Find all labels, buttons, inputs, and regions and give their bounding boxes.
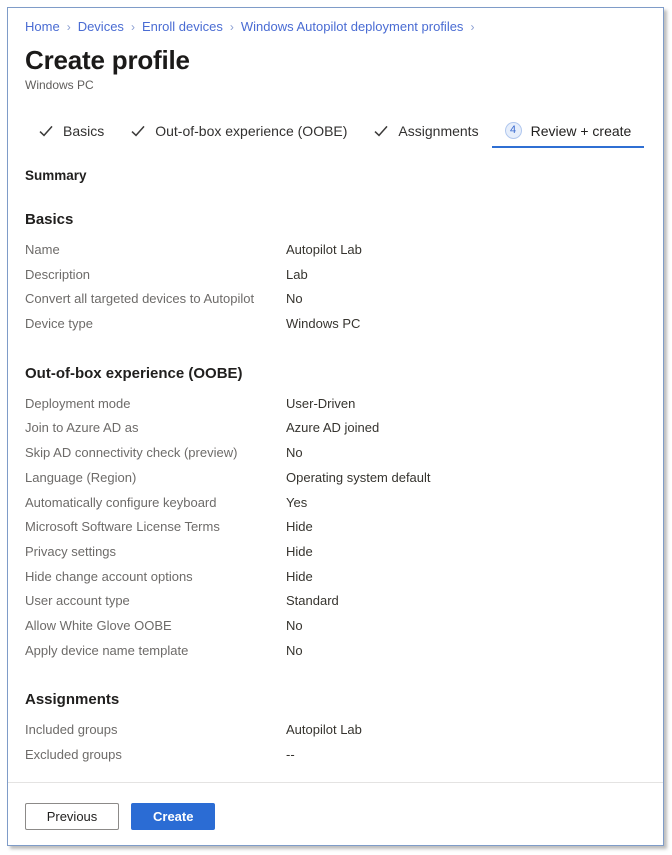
tab-oobe[interactable] — [117, 123, 360, 148]
breadcrumb-enroll-devices[interactable]: Enroll devices — [141, 19, 223, 34]
summary-row — [25, 743, 646, 768]
summary-row — [25, 565, 646, 590]
row-value: No — [286, 291, 303, 307]
row-value: Hide — [286, 543, 313, 559]
tab-label: Basics — [63, 123, 105, 139]
row-label: Privacy settings — [25, 543, 117, 559]
section-oobe — [25, 364, 646, 664]
summary-row — [25, 491, 646, 516]
summary-row — [25, 466, 646, 491]
row-label: Name — [25, 242, 60, 257]
footer-actions — [25, 783, 646, 830]
breadcrumb — [25, 19, 646, 35]
breadcrumb-autopilot-profiles[interactable]: Windows Autopilot deployment profiles — [240, 19, 464, 34]
row-value: Hide — [286, 519, 313, 535]
summary-row — [25, 392, 646, 417]
create-button[interactable]: Create — [131, 803, 215, 830]
summary-row — [25, 312, 646, 337]
row-value: Lab — [286, 266, 308, 282]
row-value: Autopilot Lab — [286, 722, 362, 738]
breadcrumb-separator: › — [66, 20, 71, 34]
summary-row — [25, 416, 646, 441]
row-value: No — [286, 617, 303, 633]
tab-label: Review + create — [530, 122, 632, 139]
summary-row — [25, 287, 646, 312]
section-heading: Basics — [25, 211, 74, 228]
tab-basics[interactable] — [25, 123, 117, 148]
page-subtitle: Windows PC — [25, 78, 94, 92]
row-value: Windows PC — [286, 316, 361, 332]
breadcrumb-separator: › — [229, 20, 234, 34]
row-label: Skip AD connectivity check (preview) — [25, 445, 238, 461]
row-value: No — [286, 642, 303, 658]
section-basics — [25, 210, 646, 337]
row-value: Hide — [286, 568, 313, 584]
row-label: Device type — [25, 316, 93, 332]
row-value: No — [286, 445, 303, 461]
checkmark-icon — [38, 123, 54, 139]
summary-row — [25, 238, 646, 263]
row-value: Autopilot Lab — [286, 242, 362, 257]
row-value: Operating system default — [286, 469, 431, 485]
summary-row — [25, 718, 646, 743]
row-label: Microsoft Software License Terms — [25, 519, 220, 535]
summary-row — [25, 589, 646, 614]
row-label: Included groups — [25, 722, 118, 738]
section-heading: Assignments — [25, 691, 120, 709]
summary-row — [25, 441, 646, 466]
row-value: User-Driven — [286, 395, 356, 411]
previous-button[interactable]: Previous — [25, 803, 119, 830]
checkmark-icon — [373, 123, 389, 139]
page-title: Create profile — [25, 45, 190, 75]
breadcrumb-separator: › — [130, 20, 135, 34]
row-label: Excluded groups — [25, 747, 122, 762]
section-heading: Out-of-box experience (OOBE) — [25, 364, 243, 382]
row-label: User account type — [25, 593, 130, 609]
row-label: Automatically configure keyboard — [25, 494, 217, 510]
summary-heading: Summary — [25, 168, 87, 183]
section-assignments — [25, 690, 646, 767]
summary-row — [25, 263, 646, 288]
wizard-tabs — [25, 122, 646, 148]
tab-label: Out-of-box experience (OOBE) — [155, 123, 348, 139]
create-profile-panel — [7, 7, 664, 846]
breadcrumb-home[interactable]: Home — [25, 19, 60, 34]
tab-label: Assignments — [398, 123, 479, 139]
summary-row — [25, 540, 646, 565]
row-label: Allow White Glove OOBE — [25, 617, 172, 633]
summary-row — [25, 515, 646, 540]
step-number-badge: 4 — [505, 122, 522, 139]
row-label: Description — [25, 266, 91, 282]
row-label: Convert all targeted devices to Autopilot — [25, 291, 255, 307]
checkmark-icon — [130, 123, 146, 139]
tab-assignments[interactable] — [360, 123, 491, 148]
breadcrumb-separator: › — [470, 20, 475, 34]
row-value: Standard — [286, 593, 339, 609]
row-value: Yes — [286, 494, 308, 510]
summary-row — [25, 614, 646, 639]
row-label: Apply device name template — [25, 642, 189, 658]
tab-review-create[interactable] — [492, 122, 645, 148]
row-label: Deployment mode — [25, 395, 131, 411]
row-value: -- — [286, 747, 295, 762]
breadcrumb-devices[interactable]: Devices — [77, 19, 124, 34]
row-value: Azure AD joined — [286, 420, 380, 436]
row-label: Hide change account options — [25, 568, 193, 584]
row-label: Language (Region) — [25, 469, 137, 485]
row-label: Join to Azure AD as — [25, 420, 139, 436]
summary-row — [25, 639, 646, 664]
